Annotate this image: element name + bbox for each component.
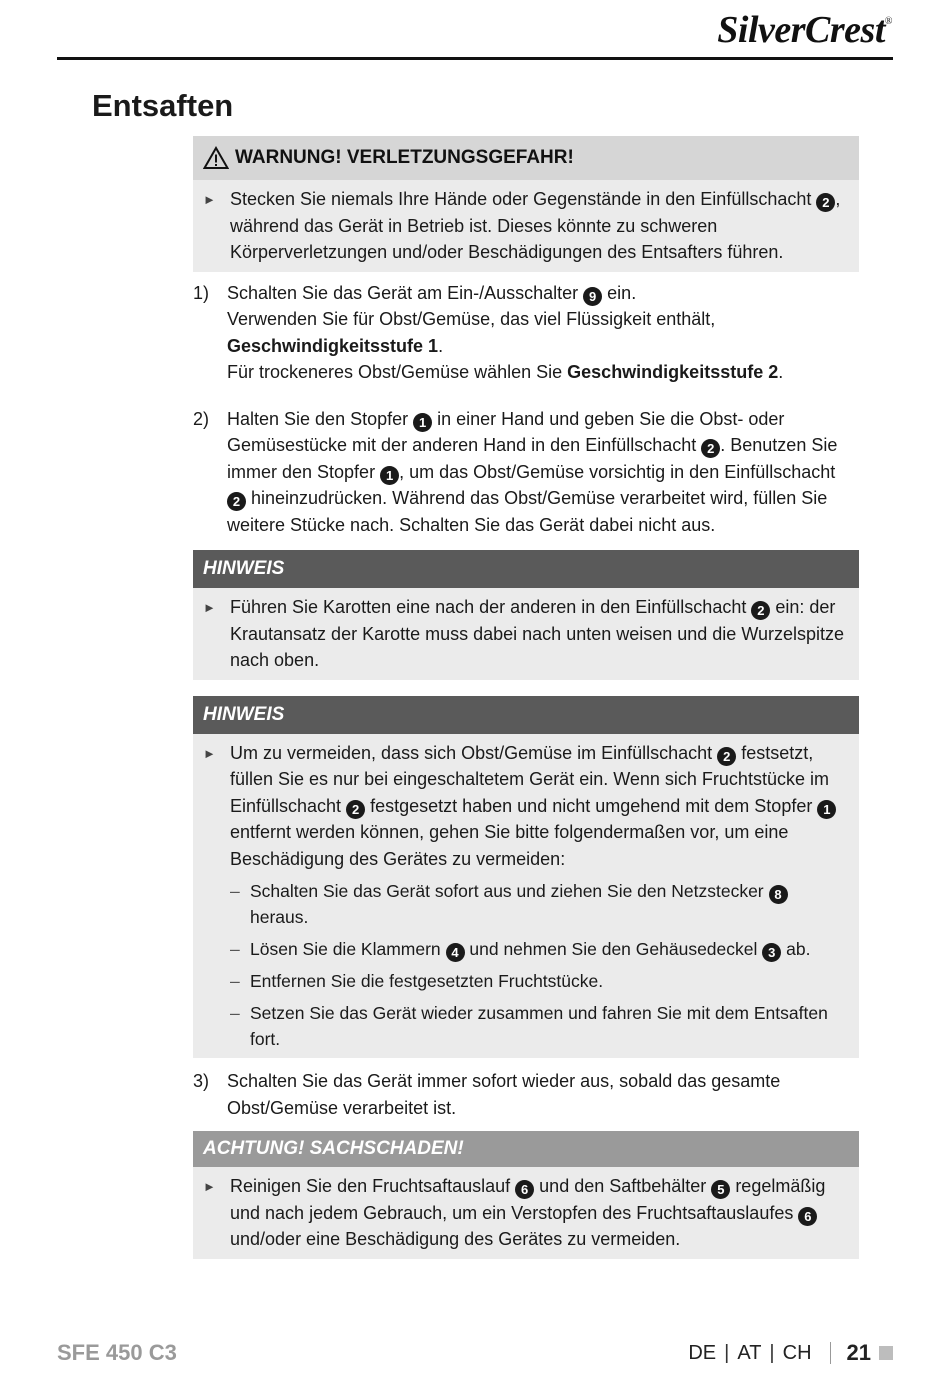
text-segment: ein: der Krautansatz der Karotte muss dabei nach unten weisen und die Wurzelspitze nach oben.	[230, 597, 845, 670]
part-number-badge: 2	[717, 747, 736, 766]
text-segment: Führen Sie Karotten eine nach der anderen in den Einfüllschacht	[230, 597, 752, 617]
text-segment: entfernt werden können, gehen Sie bitte folgendermaßen vor, um eine Beschädigung des Gerätes zu vermeiden:	[230, 822, 789, 869]
warning-box	[193, 136, 859, 272]
dash-text	[250, 936, 810, 962]
part-number-badge: 6	[798, 1207, 817, 1226]
note-bullet	[203, 740, 849, 873]
speed-level-2: Geschwindigkeitsstufe 2	[567, 362, 779, 382]
note-body	[193, 734, 859, 1059]
text-segment: Halten Sie den Stopfer	[227, 408, 414, 429]
text-segment: . Benutzen Sie immer den Stopfer	[227, 435, 838, 482]
text-segment: ab.	[781, 939, 811, 959]
text-segment: Lösen Sie die Klammern	[250, 939, 446, 959]
step-number: 3)	[193, 1071, 210, 1091]
text-segment: Für trockeneres Obst/Gemüse wählen Sie	[227, 362, 568, 382]
dash-item	[203, 1000, 849, 1052]
note-box-2	[193, 696, 859, 1059]
note-header: HINWEIS	[193, 696, 859, 734]
note-text	[230, 740, 849, 873]
text-segment: regelmäßig und nach jedem Gebrauch, um ein Verstopfen des Fruchtsaftauslaufes	[230, 1176, 826, 1223]
step-number: 1)	[193, 282, 210, 303]
text-segment: Verwenden Sie für Obst/Gemüse, das viel Flüssigkeit enthält,	[227, 309, 716, 329]
page-number: 21	[846, 1340, 871, 1365]
page-title: Entsaften	[92, 88, 234, 123]
text-segment: .	[438, 335, 444, 356]
dash-item	[203, 968, 849, 994]
part-number-badge: 8	[769, 885, 788, 904]
text-segment: Stecken Sie niemals Ihre Hände oder Gegenstände in den Einfüllschacht	[230, 189, 817, 209]
footer-divider	[830, 1342, 831, 1364]
language-divider: |	[769, 1341, 775, 1364]
text-segment: , während das Gerät in Betrieb ist. Dieses könnte zu schweren Körperverletzungen und/oder Beschädigungen des Entsafters führen.	[230, 189, 841, 262]
part-number-badge: 1	[380, 466, 399, 485]
note-text	[230, 594, 849, 674]
bullet-arrow-icon: ►	[203, 745, 216, 761]
language-at: AT	[737, 1341, 762, 1364]
part-number-badge: 9	[583, 287, 602, 306]
part-number-badge: 1	[413, 413, 432, 432]
note-body	[193, 588, 859, 680]
text-segment: und/oder eine Beschädigung des Gerätes zu vermeiden.	[230, 1229, 681, 1249]
registered-mark: ®	[884, 16, 892, 27]
text-segment: festsetzt, füllen Sie es nur bei eingeschaltetem Gerät ein. Wenn sich Fruchtstücke im Einfüllschacht	[230, 742, 829, 816]
language-ch: CH	[782, 1341, 812, 1364]
text-segment: in einer Hand und geben Sie die Obst- oder Gemüsestücke mit der anderen Hand in den Einfüllschacht	[227, 408, 785, 455]
text-segment: heraus.	[250, 907, 309, 927]
language-de: DE	[688, 1341, 717, 1364]
part-number-badge: 2	[346, 800, 365, 819]
part-number-badge: 2	[701, 439, 720, 458]
warning-title: WARNUNG! VERLETZUNGSGEFAHR!	[235, 147, 574, 168]
step-text	[227, 406, 859, 539]
step-text: Schalten Sie das Gerät immer sofort wieder aus, sobald das gesamte Obst/Gemüse verarbeitet ist.	[227, 1071, 781, 1118]
bullet-arrow-icon: ►	[203, 192, 216, 207]
text-segment: Reinigen Sie den Fruchtsaftauslauf	[230, 1176, 516, 1196]
dash-text: Entfernen Sie die festgesetzten Fruchtstücke.	[250, 971, 604, 991]
warning-text	[230, 186, 849, 266]
dash-text	[250, 878, 849, 930]
text-segment: Um zu vermeiden, dass sich Obst/Gemüse im Einfüllschacht	[230, 742, 718, 763]
damage-bullet	[203, 1173, 849, 1253]
text-segment: Schalten Sie das Gerät sofort aus und ziehen Sie den Netzstecker	[250, 881, 769, 901]
bullet-arrow-icon: ►	[203, 600, 216, 615]
header-rule	[57, 57, 893, 60]
text-segment: hineinzudrücken. Während das Obst/Gemüse verarbeitet wird, füllen Sie weitere Stücke nach. Schalten Sie das Gerät dabei nicht aus.	[227, 488, 828, 535]
language-divider: |	[724, 1341, 730, 1364]
dash-symbol: –	[230, 971, 240, 991]
text-segment: und nehmen Sie den Gehäusedeckel	[464, 939, 763, 959]
text-segment: .	[778, 362, 784, 382]
note-bullet	[203, 594, 849, 674]
warning-bullet	[203, 186, 849, 266]
part-number-badge: 2	[227, 492, 246, 511]
text-segment: , um das Obst/Gemüse vorsichtig in den Einfüllschacht	[399, 461, 836, 482]
text-segment: Schalten Sie das Gerät am Ein-/Ausschalter	[227, 282, 584, 303]
part-number-badge: 3	[762, 943, 781, 962]
step-1	[193, 280, 859, 386]
damage-body	[193, 1167, 859, 1259]
dash-symbol: –	[230, 1003, 240, 1023]
part-number-badge: 5	[711, 1180, 730, 1199]
part-number-badge: 4	[446, 943, 465, 962]
brand-name: SilverCrest	[717, 9, 885, 51]
brand-logo	[717, 8, 892, 52]
text-segment: festgesetzt haben und nicht umgehend mit dem Stopfer	[365, 795, 818, 816]
part-number-badge: 2	[751, 601, 770, 620]
dash-symbol: –	[230, 881, 240, 901]
part-number-badge: 2	[816, 193, 835, 212]
model-number: SFE 450 C3	[57, 1340, 177, 1365]
part-number-badge: 6	[515, 1180, 534, 1199]
dash-item	[203, 936, 849, 962]
part-number-badge: 1	[817, 800, 836, 819]
step-2	[193, 406, 859, 539]
warning-body	[193, 180, 859, 272]
step-3	[193, 1068, 859, 1121]
damage-text	[230, 1173, 849, 1253]
dash-symbol: –	[230, 939, 240, 959]
note-box-1	[193, 550, 859, 680]
warning-triangle-icon	[203, 146, 229, 170]
warning-header	[193, 136, 859, 180]
dash-text: Setzen Sie das Gerät wieder zusammen und fahren Sie mit dem Entsaften fort.	[250, 1003, 828, 1049]
speed-level-1: Geschwindigkeitsstufe 1	[227, 335, 439, 356]
damage-header: ACHTUNG! SACHSCHADEN!	[193, 1131, 859, 1167]
text-segment: ein.	[602, 282, 637, 303]
step-text	[227, 280, 859, 386]
step-number: 2)	[193, 408, 210, 429]
text-segment: und den Saftbehälter	[534, 1176, 712, 1196]
note-header: HINWEIS	[193, 550, 859, 588]
content	[193, 136, 859, 1259]
property-damage-box	[193, 1131, 859, 1259]
dash-item	[203, 878, 849, 930]
page-marker-square	[879, 1346, 893, 1360]
footer-right	[688, 1340, 893, 1366]
bullet-arrow-icon: ►	[203, 1179, 216, 1194]
